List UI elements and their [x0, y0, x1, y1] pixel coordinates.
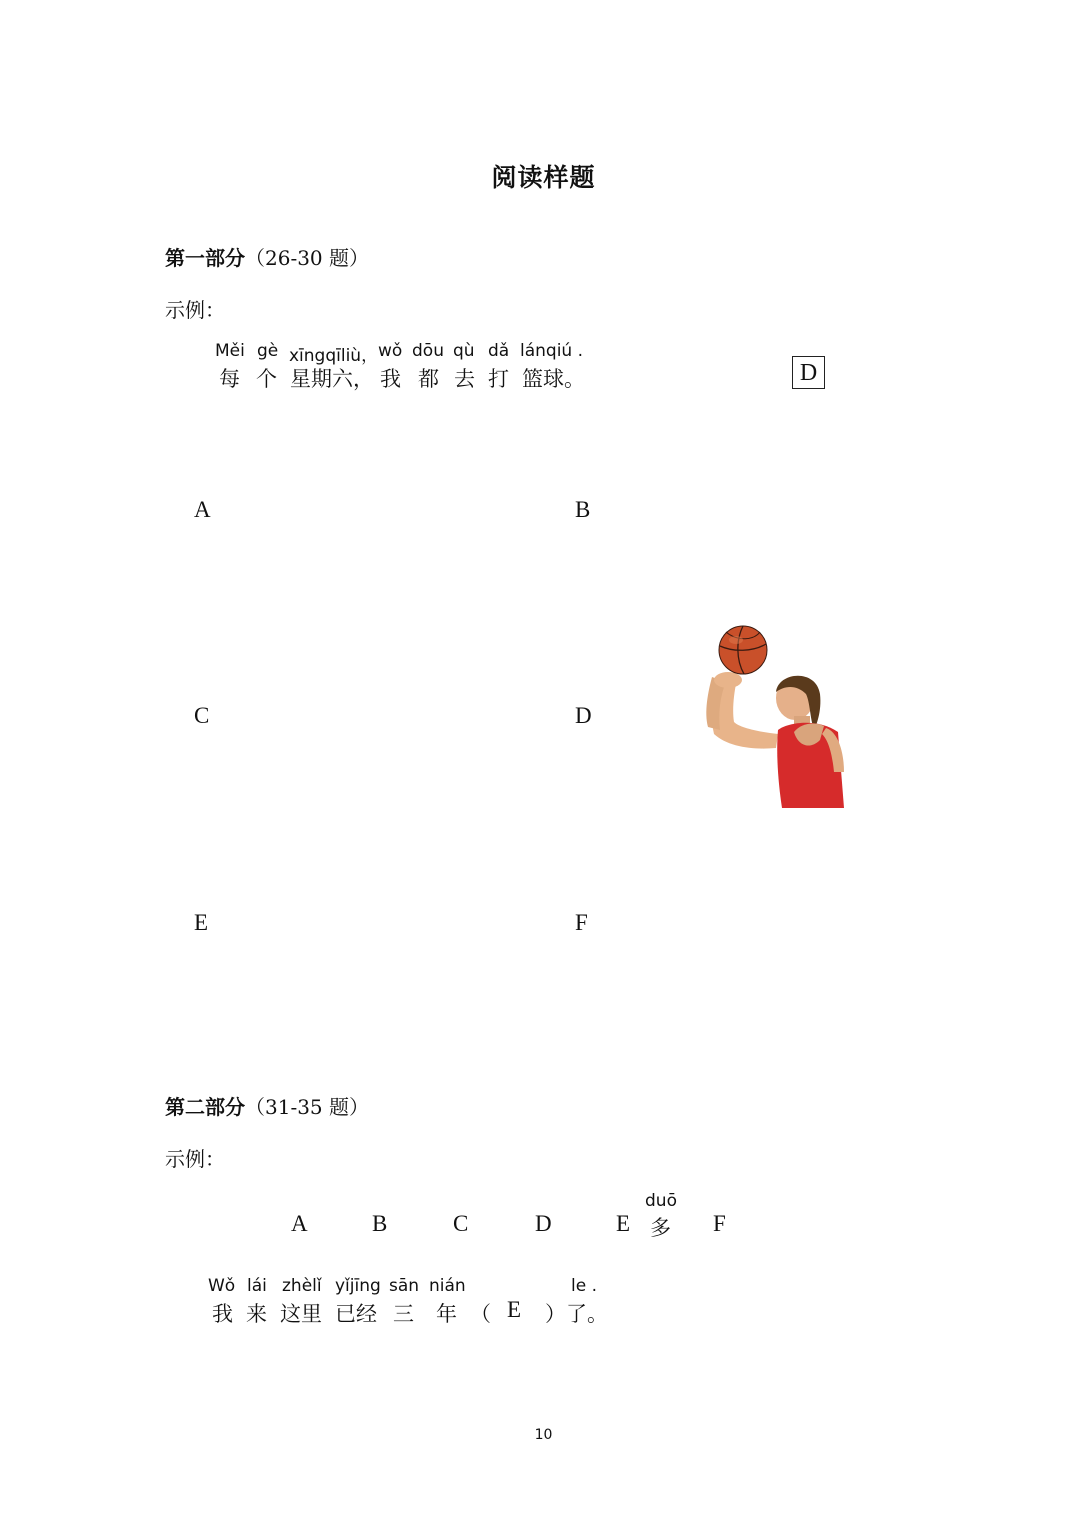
- p2-pinyin-1: lái: [247, 1276, 267, 1296]
- word-option-d: D: [535, 1211, 552, 1236]
- p2-hanzi-0: 我: [212, 1302, 233, 1326]
- part2-range: （31-35 题）: [245, 1095, 370, 1119]
- page-title: 阅读样题: [491, 163, 596, 192]
- p1-hanzi-2: 星期六，: [290, 367, 374, 391]
- p1-pinyin-2: xīngqīliù，: [289, 346, 379, 366]
- p2-pinyin-5: nián: [429, 1276, 466, 1296]
- word-option-b: B: [372, 1211, 388, 1236]
- answer-box: D: [792, 356, 825, 389]
- p1-pinyin-3: wǒ: [378, 341, 403, 361]
- p1-hanzi-6: 打: [488, 367, 509, 391]
- p1-hanzi-3: 我: [380, 367, 401, 391]
- part1-heading-row: [165, 242, 369, 271]
- page-number: 10: [534, 1427, 553, 1443]
- p2-hanzi-6: （: [470, 1302, 491, 1326]
- word-option-c: C: [453, 1211, 469, 1236]
- p1-hanzi-0: 每: [219, 367, 240, 391]
- part1-example-label: 示例：: [165, 298, 225, 322]
- p1-hanzi-4: 都: [418, 367, 439, 391]
- p1-pinyin-1: gè: [257, 341, 279, 361]
- option-a-label: A: [194, 497, 211, 522]
- p1-pinyin-4: dōu: [412, 341, 444, 361]
- option-e-label: E: [194, 910, 209, 935]
- word-option-a: A: [291, 1211, 308, 1236]
- p1-pinyin-5: qù: [453, 341, 475, 361]
- basketball-player-image: [698, 622, 844, 808]
- part2-heading-row: [165, 1091, 369, 1120]
- p2-hanzi-1: 来: [246, 1302, 267, 1326]
- p2-hanzi-4: 三: [393, 1302, 414, 1326]
- p2-pinyin-4: sān: [389, 1276, 420, 1296]
- p1-pinyin-0: Měi: [215, 341, 245, 361]
- word-option-f: F: [713, 1211, 726, 1236]
- p2-hanzi-2: 这里: [280, 1302, 322, 1326]
- p2-pinyin-3: yǐjīng: [335, 1276, 381, 1296]
- p2-pinyin-0: Wǒ: [208, 1276, 236, 1296]
- part1-range: （26-30 题）: [245, 246, 370, 270]
- p1-pinyin-6: dǎ: [488, 341, 510, 361]
- word-option-e: E: [616, 1211, 631, 1236]
- option-c-label: C: [194, 703, 210, 728]
- word-e-pinyin: duō: [645, 1191, 677, 1211]
- option-d-label: D: [575, 703, 592, 728]
- p2-answer-e: E: [507, 1297, 522, 1322]
- part1-heading: 第一部分: [165, 246, 245, 270]
- p1-hanzi-5: 去: [454, 367, 475, 391]
- part2-heading: 第二部分: [165, 1095, 245, 1119]
- p2-hanzi-8: ）了。: [545, 1302, 608, 1326]
- word-e-hanzi: 多: [650, 1216, 671, 1240]
- p2-pinyin-6: le .: [571, 1276, 597, 1296]
- p1-hanzi-7: 篮球。: [522, 367, 585, 391]
- p1-hanzi-1: 个: [256, 367, 277, 391]
- option-b-label: B: [575, 497, 591, 522]
- p1-pinyin-7: lánqiú .: [520, 341, 584, 361]
- p2-pinyin-2: zhèlǐ: [282, 1276, 322, 1296]
- p2-hanzi-5: 年: [436, 1302, 457, 1326]
- part2-example-label: 示例：: [165, 1147, 225, 1171]
- p2-hanzi-3: 已经: [335, 1302, 377, 1326]
- option-f-label: F: [575, 910, 588, 935]
